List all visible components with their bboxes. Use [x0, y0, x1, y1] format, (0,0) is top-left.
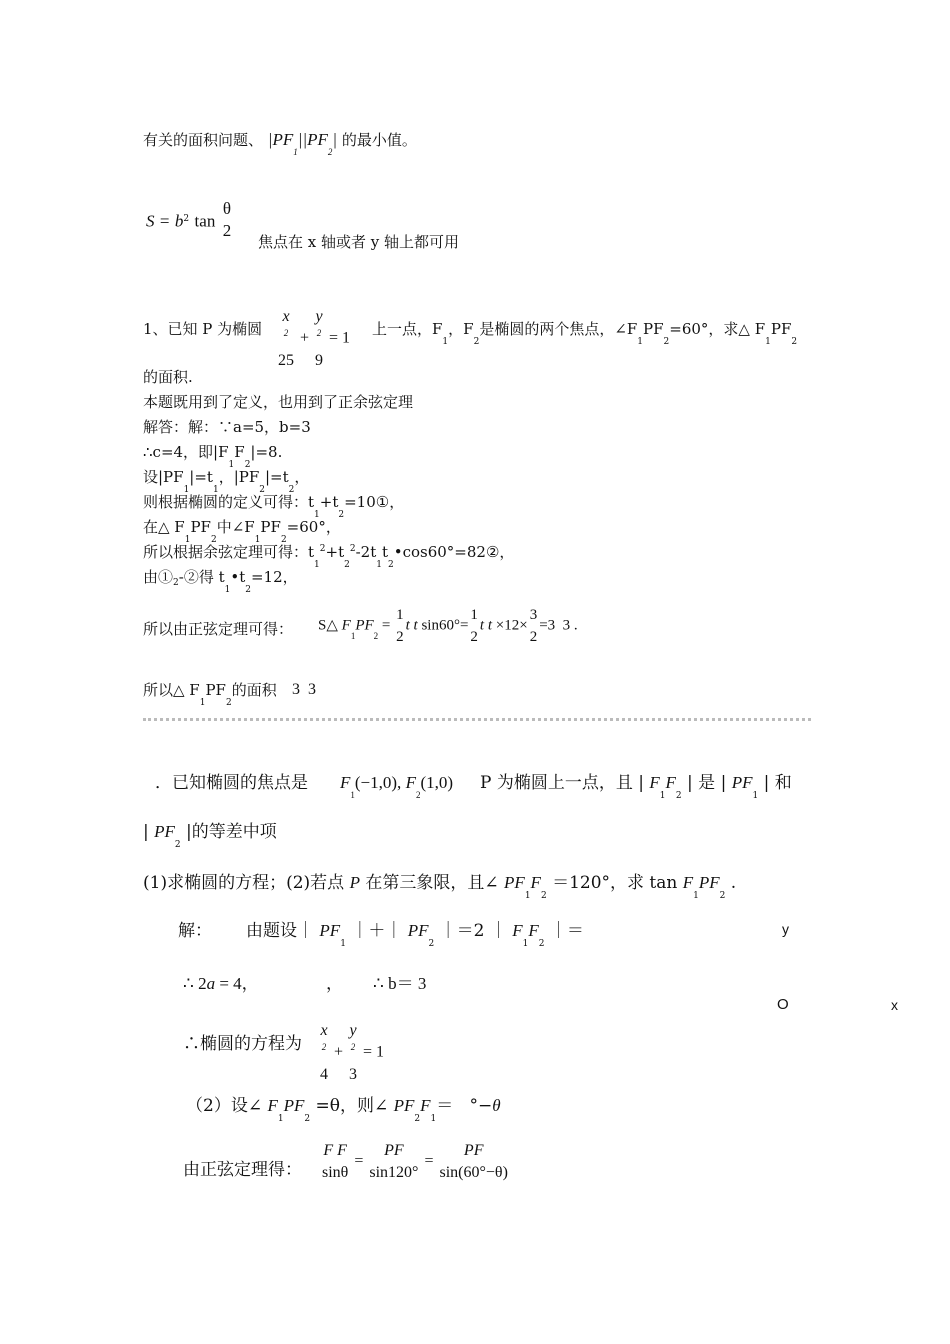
problem1-sol-7: 由$①_2-②$得 $t_1•t_2=12$， [143, 568, 298, 595]
problem1-sol-4: 则根据椭圆的定义可得：$t_1+t_2=10①$， [143, 493, 405, 520]
axis-label-origin: O [777, 996, 789, 1013]
problem2-statement-a: ．已知椭圆的焦点是 [155, 773, 308, 793]
problem1-ellipse: x 2 25 + y 2 9 = 1 [278, 308, 351, 369]
formula-note: 焦点在 x 轴或者 y 轴上都可用 [258, 233, 460, 251]
problem1-sol-3: 设$|PF_1|=t_1$，$|PF_2|=t_2$， [143, 468, 310, 495]
intro-math: $|PF_1||PF_2|$ [267, 130, 338, 157]
problem2-sol-3-label: ∴椭圆的方程为 [183, 1034, 302, 1054]
problem1-sol-1: 解答：解：∵a=5，b=3 [143, 418, 311, 436]
problem2-statement-c: | $PF_2$ |的等差中项 [143, 822, 277, 850]
intro-line [143, 130, 417, 157]
problem2-sol-1: 由题设｜ $PF_1$ ｜＋｜ $PF_2$ ｜＝2 ｜ $F_1F_2$ ｜＝ [246, 921, 584, 949]
problem2-sol-2b: ， [326, 974, 343, 994]
problem2-sol-2c: ∴ b＝ 3 [373, 974, 427, 993]
problem2-statement-b: P 为椭圆上一点，且 | $F_1F_2$ | 是 | $PF_1$ | 和 [480, 773, 792, 801]
intro-text: 有关的面积问题、 [143, 131, 264, 149]
axis-label-y: y [782, 921, 789, 937]
intro-tail: 的最小值。 [341, 131, 417, 149]
problem1-sol-5: 在△ $F_1PF_2$中$\angle F_1PF_2=60^\circ$， [143, 518, 341, 545]
section-divider [143, 718, 811, 721]
problem1-sol-9-label: 所以△ $F_1PF_2$的面积 [143, 681, 277, 708]
problem2-sine-law: F F sinθ = PF sin120° = PF sin(60°−θ) [322, 1142, 508, 1181]
problem1-sol-8: S△ $F_1PF_2$ = 1 2 t t sin60°= 1 2 t t ×12× 3 2 =3 3 . [318, 607, 578, 645]
problem1-statement-a: 1、已知 P 为椭圆 [143, 320, 263, 338]
problem1-sol-6: 所以根据余弦定理可得：$t_1^2+t_2^2-2t_1t_2•\cos 60^\circ=82②$， [143, 543, 515, 570]
problem2-question: (1)求椭圆的方程；(2)若点 P 在第三象限，且∠ $PF_1F_2 =120^\circ$，求 $\tan F_1PF_2$ . [143, 873, 737, 901]
problem1-statement-c: 的面积. [143, 368, 193, 386]
problem2-ellipse-eq: x 2 4 + y 2 3 = 1 [320, 1022, 385, 1083]
problem2-sol-2a: ∴ 2a = 4， [183, 974, 259, 993]
problem2-sol-5-label: 由正弦定理得： [183, 1160, 302, 1180]
problem2-sol-4: （2）设∠ $F_1PF_2 =\theta$，则∠ $PF_2F_1= ^\circ-\theta$ [186, 1096, 501, 1124]
problem2-sol-1-label: 解： [178, 921, 212, 941]
problem1-note: 本题既用到了定义，也用到了正余弦定理 [143, 393, 414, 411]
problem1-sol-8-label: 所以由正弦定理可得： [143, 620, 294, 638]
problem1-sol-2: ∴c=4，即$|F_1F_2|=8$. [143, 443, 283, 470]
problem1-statement-b: 上一点，$F_1$，$F_2$是椭圆的两个焦点，$\angle F_1PF_2=60^\circ$，求△ $F_1PF_2$ [372, 320, 798, 347]
problem1-sol-9: 3 3 [292, 681, 316, 698]
axis-label-x: x [891, 997, 898, 1013]
area-formula: $S = b^2$ tan θ 2 [146, 199, 232, 240]
problem2-foci: $F_1(-1,0)$, $F_2(1,0)$ [340, 773, 454, 800]
